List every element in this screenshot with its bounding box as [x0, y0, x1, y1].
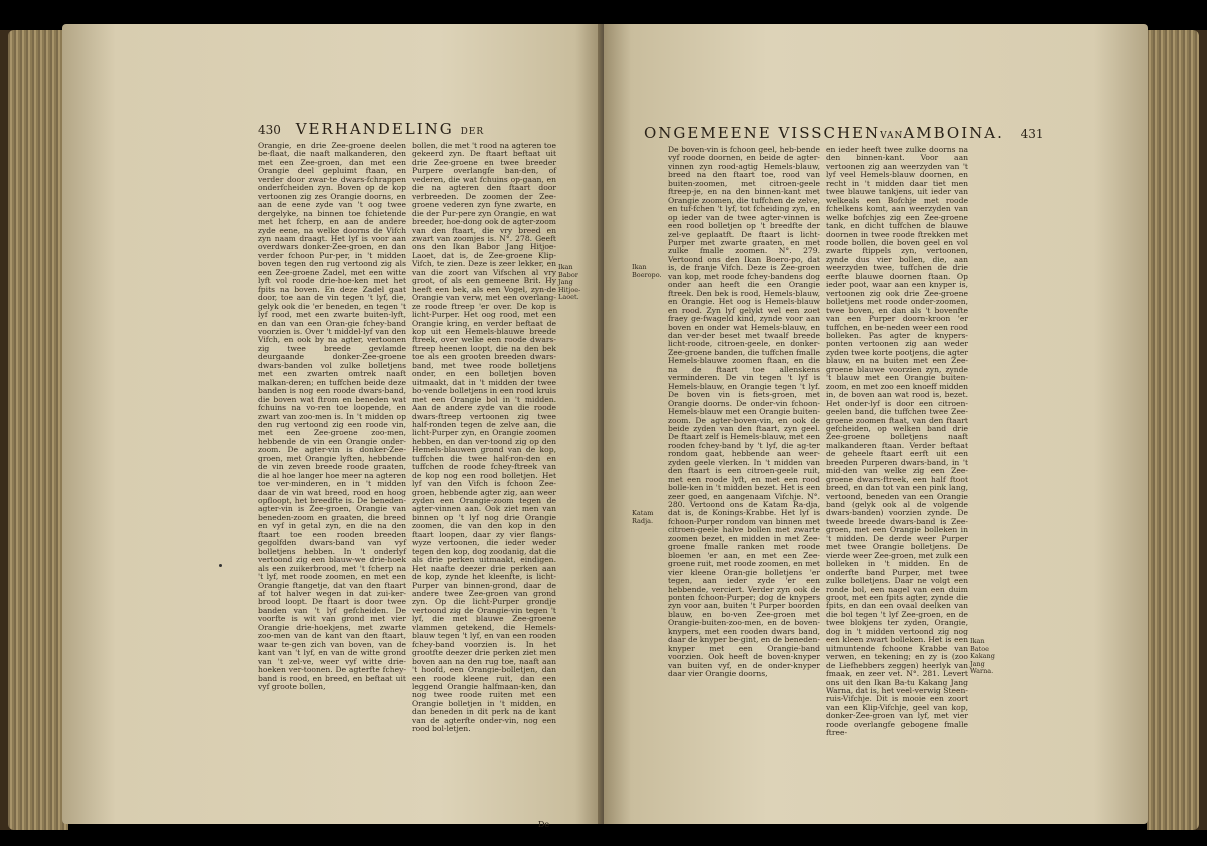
page-number: 431: [1020, 127, 1044, 141]
page-block-right: [1147, 30, 1199, 830]
right-page: [604, 24, 1148, 824]
text-column-2: [826, 146, 968, 818]
left-page-header: [258, 120, 484, 138]
running-title: VERHANDELING: [295, 120, 454, 138]
page-block-left: [8, 30, 68, 830]
margin-note: Ikan Babor Jang Hitjoe-Laoet.: [558, 263, 581, 301]
ink-spot: [219, 564, 222, 567]
running-title-small: VAN: [880, 131, 904, 141]
column-text: en ieder heeft twee zulke doorns na den binnen-kant. Voor aan vertoonen zig aan weerzyden van 't lyf veel Hemels-blauw doornen, en recht in 't midden daar tiet men twee blauwe tankjens, uit ieder van welkeals een Bofchje met roode fchelkens komt, aan weerzyden van welke bofchjes zig een Zee-groene tank, en dicht tuffchen de blauwe doornen in twee roode ftrekken met roode bollen, die boven geel en vol zwarte ftippels zyn, vertoonen, zynde dus vier bollen, die, aan weerzyden twee, tuffchen de drie eerfte blauwe doornen ftaan. Op ieder poot, waar aan een knyper is, vertoonen zig ook drie Zee-groene bolletjens met roode onder-zoomen, twee boven, en dan als 't bovenfte van een Purper doorn-kroon 'er tuffchen, en be-neden weer een rood bolleken. Pas agter de knypers-ponten vertoonen zig aan weder zyden twee korte pootjens, die agter blauw, en na buiten met een Zee-groene blauwe voorzien zyn, zynde 't blauw met een Orangie buiten-zoom, en met zoo een knoeff midden in, de boven aan wat rood is, bezet. Het onder-lyf is door een citroen-geelen band, die tuffchen twee Zee-groene zoomen ftaat, van den ftaart gefcheiden, op welken band drie Zee-groene bolletjens naaft malkanderen ftaan. Verder beftaat de geheele ftaart eerft uit een breeden Purperen dwars-band, in 't mid-den van welke zig een Zee-groene dwars-ftreek, een half ftoot breed, en dan tot van een pink lang, vertoond, beneden van een Orangie band (gelyk ook al de volgende dwars-banden) voorzien zynde. De tweede breede dwars-band is Zee-groen, met een Orangie bolleken in 't midden. De derde weer Purper met twee Orangie bolletjens. De vierde weer Zee-groen, met zulk een bolleken in 't midden. En de onderfte band Purper, met twee zulke bolletjens. Daar ne volgt een ronde bol, een nagel van een duim groot, met een fpits agter, zynde die fpits, en dan een ovaal deelken van die bol tegen 't lyf Zee-groen, en de twee blokjens ter zyden, Orangie, dog in 't midden vertoond zig nog een kleen zwart bolleken. Het is een uitmuntende fchoone Krabbe van verwen, en tekening; en zy is (zoo de Liefhebbers zeggen) heerlyk van fmaak, en zeer vet. N°. 281. Levert ons uit den Ikan Ba-tu Kakang Jang Warna, dat is, het veel-verwig Steen-ruis-Vifchje. Dit is mooie een zoort van een Klip-Vifchje, geel van kop, donker-Zee-groen van lyf, met vier roode overlangfe gebogene fmalle ftree-: [826, 145, 968, 738]
running-title: ONGEMEENE VISSCHEN: [644, 124, 881, 142]
catchword: De: [538, 820, 550, 829]
left-page: [62, 24, 602, 829]
text-column-1: [668, 146, 820, 818]
running-title-small: DER: [460, 127, 485, 137]
page-number: 430: [258, 123, 281, 137]
right-page-header: [644, 124, 1044, 142]
text-column-2: [412, 142, 556, 814]
column-text: Orangie, en drie Zee-groene deelen be-flaat, die naaft malkanderen, den met een Zee-groen, dan met een Orangie deel gepluimt ftaan, en verder door zwar-te dwars-fchrappen onderfcheiden zyn. Boven op de kop vertoonen zig zes Orangie doorns, en aan de eene zyde van 't oog twee dergelyke, na binnen toe fchietende met het fcherp, en aan de andere zyde eene, na welke doorns de Vifch zyn naam draagt. Het lyf is voor aan overdwars donker-Zee-groen, en dan verder fchoon Pur-per, in 't midden boven tegen den rug vertoond zig als een Zee-groene Zadel, met een witte lyft vol roode drie-hoe-ken met het fpits na boven. En deze Zadel gaat door, toe aan de vin tegen 't lyf, die, gelyk ook die 'er beneden, en tegen 't lyf rood, met een zwarte buiten-lyft, en dan van een Oran-gie fchey-band voorzien is. Over 't middel-lyf van den Vifch, en ook by na agter, vertoonen zig twee breede gevlamde deurgaande donker-Zee-groene dwars-banden vol zulke bolletjens met een zwarten omtrek naaft malkan-deren; en tuffchen beide deze banden is nog een roode dwars-band, die boven wat ftrom en beneden wat fchuins na vo-ren toe loopende, en zwart van zoo-men is. In 't midden op den rug vertoond zig een roode vin, met een Zee-groene zoo-men, hebbende de vin een Orangie onder-zoom. De agter-vin is donker-Zee-groen, met Orangie lyften, hebbende de vin zeven breede roode graaten, die al hoe langer hoe meer na agteren toe ver-minderen, en in 't midden daar de vin wat breed, rood en hoog opfloopt, het breedfte is. De beneden-agter-vin is Zee-groen, Orangie van beneden-zoom en graaten, die breed en vyf in getal zyn, en die na den ftaart toe een rooden breeden gegolfden dwars-band van vyf bolletjens hebben. In 't onderlyf vertoond zig een blauw-we drie-hoek als een zuikerbrood, met 't fcherp na 't lyf, met roode zoomen, en met een Orangie ftangetje, dat van den ftaart af tot halver wegen in dat zui-ker-brood loopt. De ftaart is door twee banden van 't lyf gefcheiden. De voorfte is wit van grond met vier Orangie drie-hoekjens, met zwarte zoo-men van de kant van den ftaart, waar te-gen zich van boven, van de kant van 't lyf, en van de witte grond van 't zel-ve, weer vyf witte drie-hoeken ver-toonen. De agterfte fchey-band is rood, en breed, en beftaat uit vyf groote bollen,: [258, 141, 406, 691]
running-title-end: AMBOINA.: [903, 124, 1004, 142]
margin-note: Ikan Boeropo.: [632, 263, 662, 279]
column-text: De boven-vin is fchoon geel, heb-bende vyf roode doornen, en beide de agter-vinnen zyn rood-agtig Hemels-blauw, breed na den ftaart toe, rood van buiten-zoomen, met citroen-geele ftreep-je, en na den binnen-kant met Orangie zoomen, die tuffchen de zelve, en tuf-fchen 't lyf, tot fcheiding zyn, en op ieder van de twee agter-vinnen is een rood bolletjen op 't breedfte der zel-ve geplaatft. De ftaart is licht-Purper met zwarte graaten, en met zulke fmalle zoomen. N°. 279. Vertoond ons den Ikan Boero-po, dat is, de franje Vifch. Deze is Zee-groen van kop, met roode fchey-bandens dog onder aan heeft die een Orangie ftreek. Den bek is rood, Hemels-blauw, en Orangie. Het oog is Hemels-blauw en rood. Zyn lyf gelykt wel een zoet fraey ge-fwageld kind, zynde voor aan boven en onder wat Hemels-blauw, en dan ver-der beset met twaalf breede licht-roode, citroen-geele, en donker-Zee-groene banden, die tuffchen fmalle Hemels-blauwe zoomen ftaan, en die na de ftaart toe allenskens verminderen. De vin tegen 't lyf is Hemels-blauw, en Orangie tegen 't lyf. De boven vin is fiets-groen, met Orangie doorns. De onder-vin fchoon-Hemels-blauw met een Orangie buiten-zoom. De agter-boven-vin, en ook de beide zyden van den ftaart, zyn geel. De ftaart zelf is Hemels-blauw, met een rooden fchey-band by 't lyf, die ag-ter rondom gaat, hebbende aan weer-zyden geele vlerken. In 't midden van den ftaart is een citroen-geele ruit, met een roode lyft, en met een rood bolle-ken in 't midden bezet. Het is een zeer goed, en aangenaam Vifchje. N°. 280. Vertoond ons de Katam Ra-dja, dat is, de Konings-Krabbe. Het lyf is fchoon-Purper rondom van binnen met citroen-geele halve bollen met zwarte zoomen bezet, en midden in met Zee-groene fmalle ranken met roode bloemen 'er aan, en met een Zee-groene ruit, met roode zoomen, en met vier kleene Oran-gie bolletjens 'er tegen, aan ieder zyde 'er een hebbende, verciert. Verder zyn ook de ponten fchoon-Purper; dog de knypers zyn voor aan, buiten 't Purper boorden blauw, en bo-ven Zee-groen met Orangie-buiten-zoo-men, en de boven-knypers, met een rooden dwars band, daar de knyper be-gint, en de beneden-knyper met een Orangie-band voorzien. Ook heeft de boven-knyper van buiten vyf, en de onder-knyper daar vier Orangie doorns,: [668, 145, 821, 679]
margin-note: Ikan Batoe Kakang Jang Warna.: [970, 637, 995, 675]
text-column-1: [258, 142, 406, 814]
column-text: bollen, die met 't rood na agteren toe gekeerd zyn. De ftaart beftaat uit drie Zee-groene en twee breeder Purpere overlangfe ban-den, of vederen, die wat fchuins op-gaan, en die na agteren den ftaart door verbreeden. De zoomen der Zee-groene vederen zyn fyne zwarte, en die der Pur-pere zyn Orangie, en wat breeder, hoe-dong ook de agter-zoom van den ftaart, die vry breed en zwart van zoomjes is. N°. 278. Geeft ons den Ikan Babor Jang Hitjoe-Laoet, dat is, de Zee-groene Klip-Vifch, te zien. Deze is zeer lekker, en van die zoort van Vifschen al vry groot, of als een gemeene Brit. Hy heeft een bek, als een Vogel, zyn-de Orangie van verw, met een overlang-ze roode ftreep 'er over. De kop is licht-Purper. Het oog rood, met een Orangie kring, en verder beftaat de kop uit een Hemels-blauwe breede ftreek, over welke een roode dwars-ftreep heenen loopt, die na den bek toe als een grooten breeden dwars-band, met twee roode bolletjens onder, en een bolletjen boven uitmaakt, dat in 't midden der twee bo-vende bolletjens in een rood kruis met een Orangie bol in 't midden. Aan de andere zyde van die roode dwars-ftreep vertoonen zig twee half-ronden tegen de zelve aan, die licht-Purper zyn, en Orangie zoomen hebben, en dan ver-toond zig op den Hemels-blauwen grond van de kop, tuffchen die twee half-ron-den en tuffchen de roode fchey-ftreek van de kop nog een rood bolletjen. Het lyf van den Vifch is fchoon Zee-groen, hebbende agter zig, aan weer zyden een Orangie-zoom tegen de agter-vinnen aan. Ook ziet men van binnen op 't lyf nog drie Orangie zoomen, die van den kop in den ftaart loopen, daar zy vier flangs-wyze vertoonen, die ieder weder tegen den kop, dog zoodanig, dat die als drie perken uitmaakt, eindigen. Het naafte deezer drie perken aan de kop, zynde het kleenfte, is licht-Purper van binnen-grond, daar de andere twee Zee-groen van grond zyn. Op die licht-Purper grondje vertoond zig de Orangie-vin tegen 't lyf, die met blauwe Zee-groene vlammen getekend, die Hemels-blauw tegen 't lyf, en van een rooden fchey-band voorzien is. In het grootfte deezer drie perken ziet men boven aan na den rug toe, naaft aan 't hoofd, een Orangie-bolletjen, dan een roode kleene ruit, dan een leggend Orangie halfmaan-ken, dan nog twee roode ruiten met een Orangie bolletjen in 't midden, en dan beneden in dit perk na de kant van de agterfte onder-vin, nog een rood bol-letjen.: [412, 141, 556, 734]
margin-note: Katam Radja.: [632, 509, 654, 525]
